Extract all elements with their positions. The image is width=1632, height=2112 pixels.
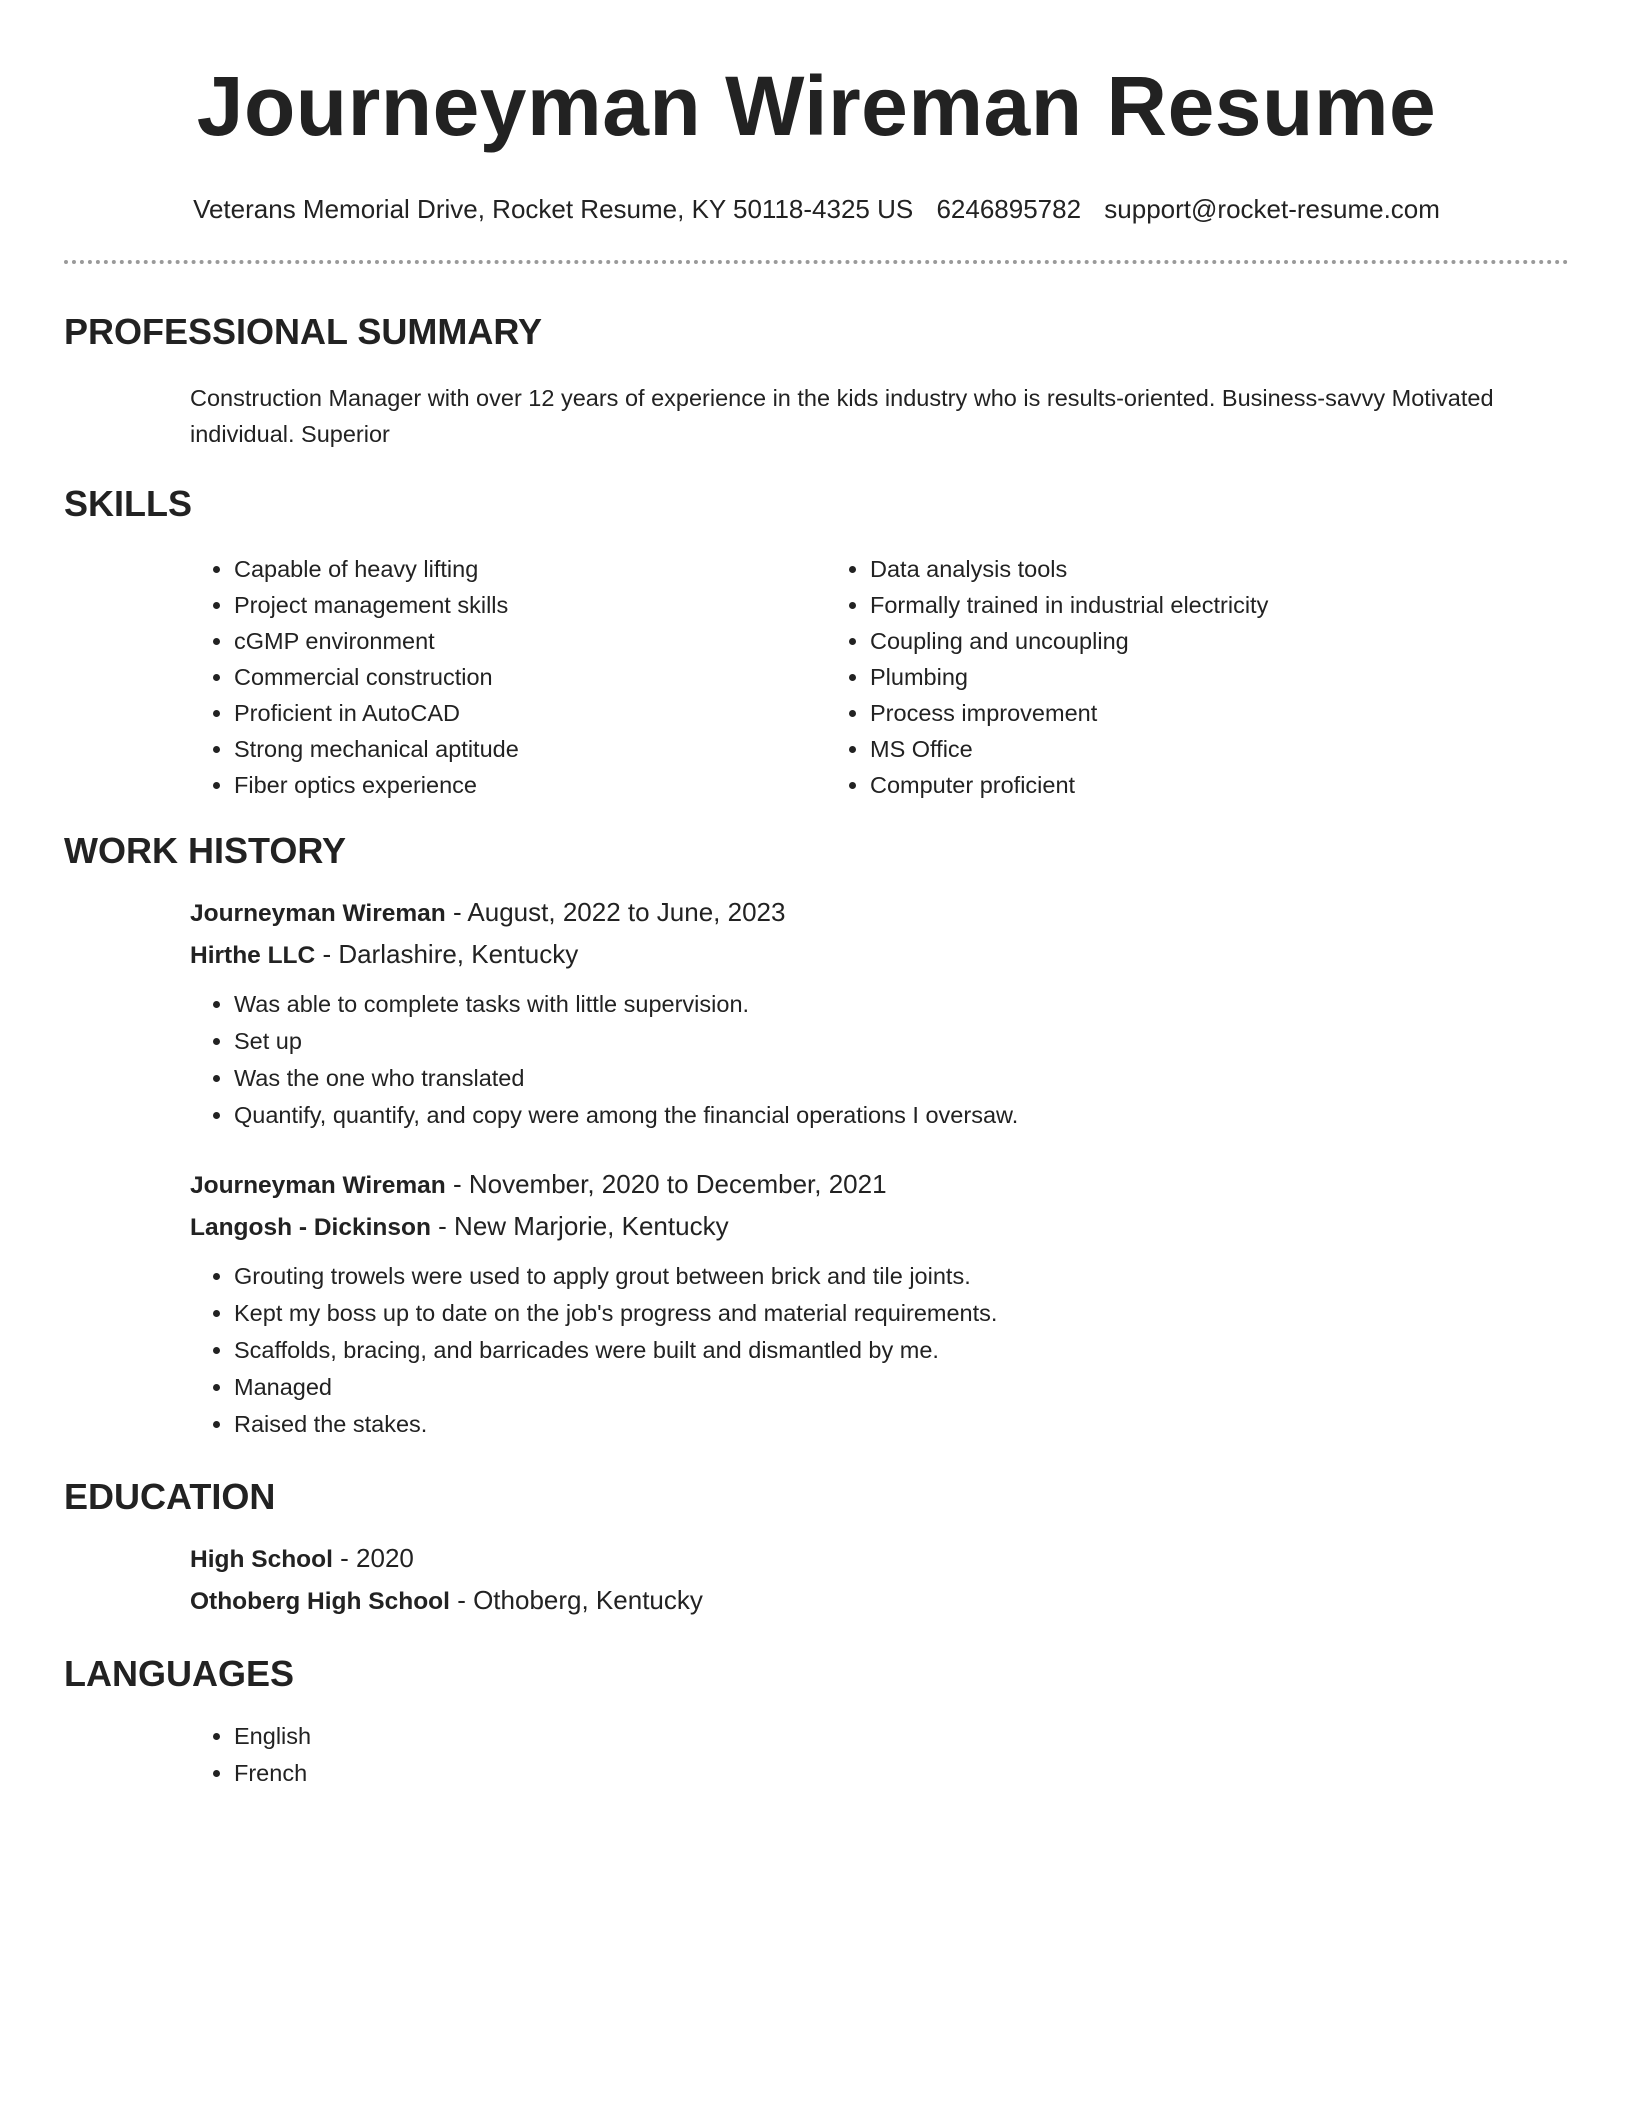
job-dates: - August, 2022 to June, 2023 (445, 897, 786, 927)
job-bullets (190, 1258, 1569, 1443)
job-dates: - November, 2020 to December, 2021 (445, 1169, 887, 1199)
skill-item: • Plumbing (870, 659, 1506, 695)
education-entry (190, 1538, 1569, 1622)
job-bullets (190, 986, 1569, 1134)
education-degree-line (190, 1538, 1569, 1580)
job-company-line (190, 1206, 1569, 1248)
languages-list (190, 1718, 1569, 1792)
skill-item: • Formally trained in industrial electricity (870, 587, 1506, 623)
job-company-line (190, 934, 1569, 976)
skill-item: • Proficient in AutoCAD (234, 695, 826, 731)
skill-item: • cGMP environment (234, 623, 826, 659)
summary-section (64, 310, 1569, 452)
skill-item: • Computer proficient (870, 767, 1506, 803)
resume-title: Journeyman Wireman Resume (196, 59, 1437, 153)
job-bullet: • Scaffolds, bracing, and barricades were built and dismantled by me. (234, 1332, 1569, 1369)
job-entry (190, 1164, 1569, 1443)
job-title-line (190, 892, 1569, 934)
skill-item: • Data analysis tools (870, 551, 1506, 587)
job-bullet: • Kept my boss up to date on the job's progress and material requirements. (234, 1295, 1569, 1332)
header-divider (64, 260, 1569, 264)
skill-item: • Project management skills (234, 587, 826, 623)
skills-heading: SKILLS (64, 483, 193, 524)
education-section (64, 1475, 1569, 1622)
skill-item: • Fiber optics experience (234, 767, 826, 803)
skill-item: • Process improvement (870, 695, 1506, 731)
skills-section (64, 482, 1569, 803)
job-bullet: • Was the one who translated (234, 1060, 1569, 1097)
education-degree: High School (190, 1546, 333, 1573)
skill-item: • Commercial construction (234, 659, 826, 695)
contact-address: Veterans Memorial Drive, Rocket Resume, KY 50118-4325 US (193, 194, 914, 224)
education-school-line (190, 1580, 1569, 1622)
work-history-section (64, 829, 1569, 1443)
education-year: - 2020 (332, 1543, 414, 1573)
job-bullet: • Was able to complete tasks with little supervision. (234, 986, 1569, 1023)
job-bullet: • Quantify, quantify, and copy were among the financial operations I oversaw. (234, 1097, 1569, 1134)
job-company: Hirthe LLC (190, 942, 316, 969)
contact-line (64, 192, 1569, 226)
language-item: • French (234, 1755, 1569, 1792)
job-bullet: • Managed (234, 1369, 1569, 1406)
skill-item: • Coupling and uncoupling (870, 623, 1506, 659)
job-location: - Darlashire, Kentucky (315, 939, 579, 969)
education-location: - Othoberg, Kentucky (449, 1585, 703, 1615)
job-bullet: • Raised the stakes. (234, 1406, 1569, 1443)
work-history-heading: WORK HISTORY (64, 830, 347, 871)
language-item: • English (234, 1718, 1569, 1755)
job-bullet: • Set up (234, 1023, 1569, 1060)
skills-list-left (190, 551, 826, 803)
job-entry (190, 892, 1569, 1134)
skill-item: • Strong mechanical aptitude (234, 731, 826, 767)
contact-email: support@rocket-resume.com (1104, 194, 1440, 224)
education-heading: EDUCATION (64, 1476, 276, 1517)
languages-heading: LANGUAGES (64, 1653, 295, 1694)
job-bullet: • Grouting trowels were used to apply grout between brick and tile joints. (234, 1258, 1569, 1295)
summary-heading: PROFESSIONAL SUMMARY (64, 311, 543, 352)
job-role: Journeyman Wireman (190, 900, 446, 927)
skill-item: • Capable of heavy lifting (234, 551, 826, 587)
job-title-line (190, 1164, 1569, 1206)
summary-text: Construction Manager with over 12 years of experience in the kids industry who is results-oriented. Business-savvy Motivated individual. Superior (190, 385, 1494, 447)
job-role: Journeyman Wireman (190, 1172, 446, 1199)
skill-item: • MS Office (870, 731, 1506, 767)
education-school: Othoberg High School (190, 1588, 450, 1615)
job-location: - New Marjorie, Kentucky (430, 1211, 729, 1241)
languages-section (64, 1652, 1569, 1792)
skills-grid (190, 551, 1569, 803)
skills-list-right (826, 551, 1506, 803)
job-company: Langosh - Dickinson (190, 1214, 431, 1241)
contact-phone: 6246895782 (936, 194, 1082, 224)
